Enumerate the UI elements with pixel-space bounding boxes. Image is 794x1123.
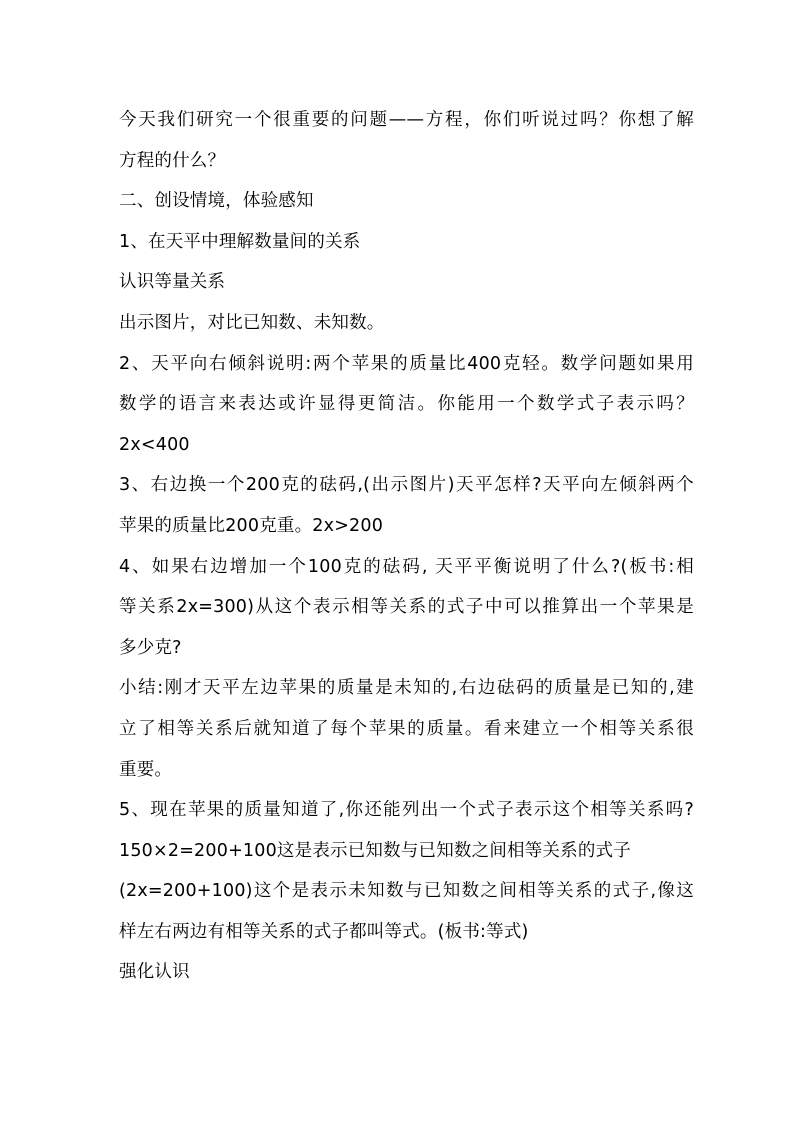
text-line: 1、在天平中理解数量间的关系 xyxy=(119,231,361,252)
text-line: 二、创设情境，体验感知 xyxy=(119,191,314,212)
text-line: 4、如果右边增加一个100克的砝码, 天平平衡说明了什么?(板书:相 xyxy=(119,556,694,577)
text-line: (2x=200+100)这个是表示未知数与已知数之间相等关系的式子,像这 xyxy=(119,881,694,902)
text-line: 出示图片，对比已知数、未知数。 xyxy=(119,312,385,333)
text-line: 小结:刚才天平左边苹果的质量是未知的,右边砝码的质量是已知的,建 xyxy=(119,678,694,699)
text-line: 多少克? xyxy=(119,637,182,658)
text-line: 认识等量关系 xyxy=(119,272,226,293)
text-line: 2、天平向右倾斜说明:两个苹果的质量比400克轻。数学问题如果用 xyxy=(119,353,694,374)
text-line: 2x<400 xyxy=(119,434,190,455)
text-line: 样左右两边有相等关系的式子都叫等式。(板书:等式) xyxy=(119,921,529,942)
text-line: 3、右边换一个200克的砝码,(出示图片)天平怎样?天平向左倾斜两个 xyxy=(119,475,694,496)
text-line: 等关系2x=300)从这个表示相等关系的式子中可以推算出一个苹果是 xyxy=(119,597,694,618)
text-line: 苹果的质量比200克重。2x>200 xyxy=(119,515,384,536)
text-line: 立了相等关系后就知道了每个苹果的质量。看来建立一个相等关系很 xyxy=(119,718,694,739)
text-line: 强化认识 xyxy=(119,962,190,983)
text-line: 方程的什么？ xyxy=(119,150,226,171)
document-body xyxy=(119,100,694,993)
text-line: 重要。 xyxy=(119,759,173,780)
text-line: 数学的语言来表达或许显得更简洁。你能用一个数学式子表示吗？ xyxy=(119,394,694,415)
text-line: 5、现在苹果的质量知道了,你还能列出一个式子表示这个相等关系吗? xyxy=(119,800,694,821)
text-line: 今天我们研究一个很重要的问题——方程，你们听说过吗？你想了解 xyxy=(119,110,694,130)
text-line: 150×2=200+100这是表示已知数与已知数之间相等关系的式子 xyxy=(119,840,631,861)
